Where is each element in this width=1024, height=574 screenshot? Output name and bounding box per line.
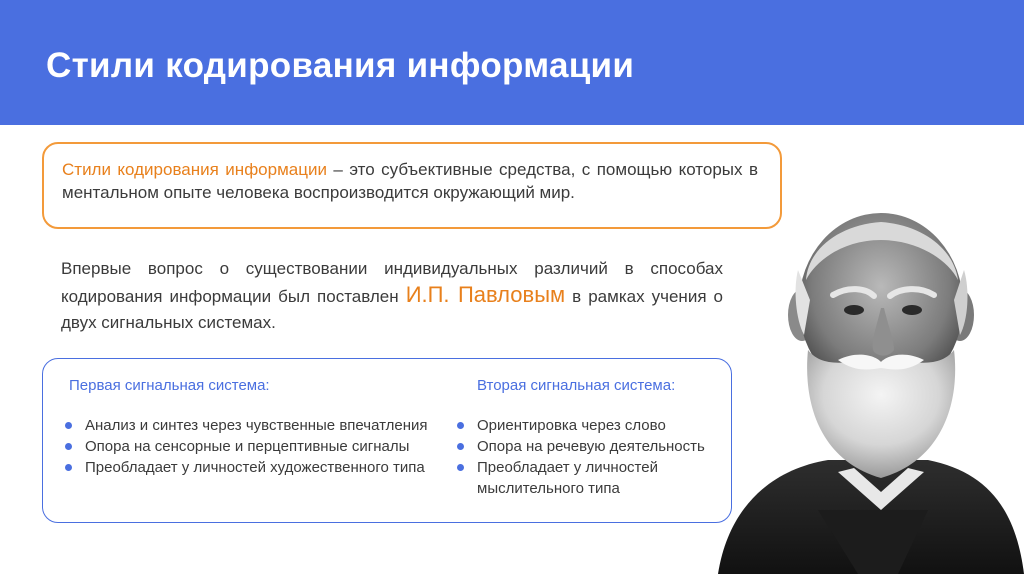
list-item-text: Анализ и синтез через чувственные впечатления	[85, 417, 428, 434]
list-item	[455, 457, 725, 499]
list-item-text: Преобладает у личностей художественного типа	[85, 459, 425, 476]
bullet-icon	[65, 422, 72, 429]
definition-box	[42, 142, 782, 229]
list-item	[455, 415, 725, 436]
list-item-text: Ориентировка через слово	[477, 417, 666, 434]
intro-text-after: в рамках учения о двух сигнальных системах.	[61, 287, 724, 332]
second-system-list	[455, 415, 725, 499]
intro-paragraph	[61, 256, 723, 336]
list-item-text: Опора на сенсорные и перцептивные сигналы	[85, 438, 410, 455]
definition-text	[62, 158, 758, 204]
list-item	[63, 436, 428, 457]
pavlov-portrait	[698, 210, 1024, 574]
list-item	[63, 457, 428, 478]
list-item-text: Преобладает у личностей мыслительного типа	[477, 459, 658, 497]
list-item-text: Опора на речевую деятельность	[477, 438, 705, 455]
slide-title: Стили кодирования информации	[46, 46, 635, 85]
intro-text-before: Впервые вопрос о существовании индивидуальных различий в способах кодирования информации был поставлен	[61, 259, 723, 306]
pavlov-name: И.П. Павловым	[405, 282, 566, 307]
second-system-title: Вторая сигнальная система:	[477, 377, 676, 394]
signal-systems-box	[42, 358, 732, 523]
first-system-list	[63, 415, 428, 478]
bullet-icon	[457, 422, 464, 429]
bullet-icon	[65, 443, 72, 450]
bullet-icon	[457, 464, 464, 471]
list-item	[455, 436, 725, 457]
definition-term: Стили кодирования информации	[62, 160, 327, 179]
bullet-icon	[65, 464, 72, 471]
definition-body: – это субъективные средства, с помощью которых в ментальном опыте человека воспроизводится окружающий мир.	[62, 160, 758, 202]
bullet-icon	[457, 443, 464, 450]
first-system-title: Первая сигнальная система:	[69, 377, 270, 394]
title-banner	[0, 0, 1024, 125]
list-item	[63, 415, 428, 436]
